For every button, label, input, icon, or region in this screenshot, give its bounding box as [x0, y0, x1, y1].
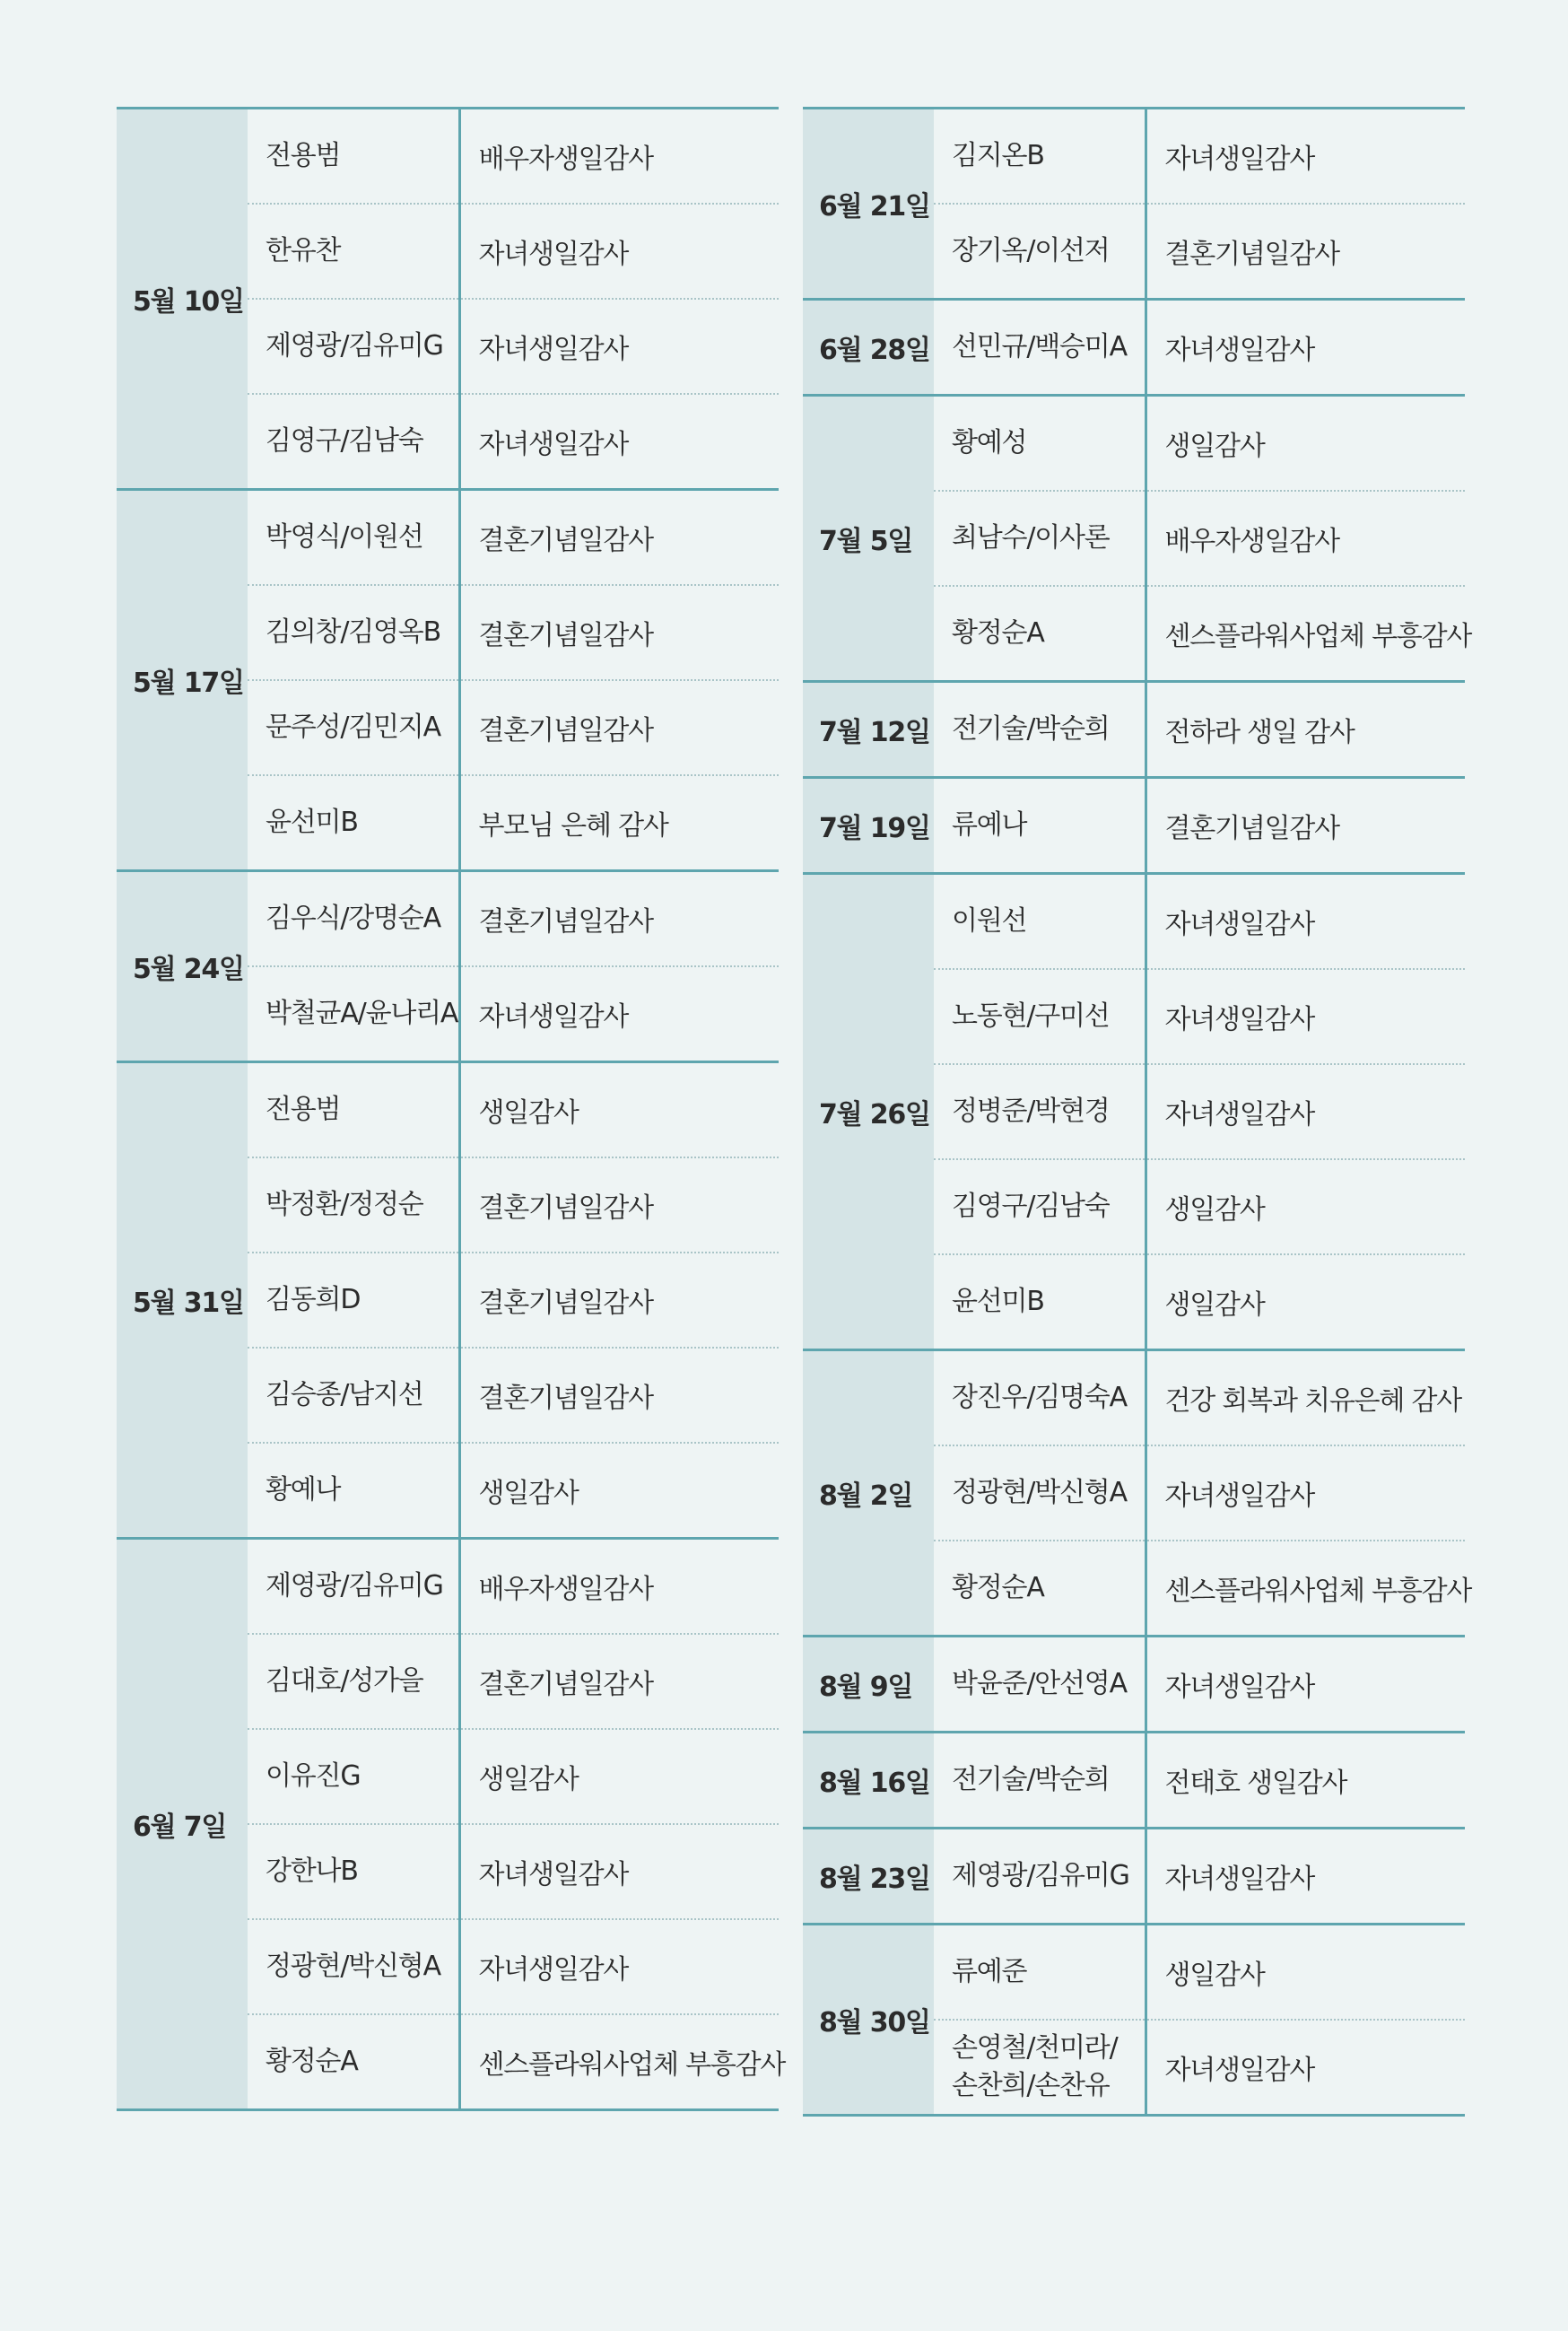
- date-cell: 6월 21일: [803, 109, 934, 300]
- name-cell: 박영식/이원선: [248, 490, 459, 586]
- note-cell: 생일감사: [459, 1062, 779, 1158]
- name-cell: 이원선: [934, 874, 1146, 970]
- note-cell: 배우자생일감사: [1146, 491, 1465, 586]
- note-cell: 자녀생일감사: [1146, 874, 1465, 970]
- name-cell: 문주성/김민지A: [248, 680, 459, 775]
- name-cell: 전용범: [248, 109, 459, 205]
- note-cell: 결혼기념일감사: [1146, 204, 1465, 300]
- date-cell: 5월 24일: [117, 871, 248, 1062]
- name-cell: 전기술/박순희: [934, 1733, 1146, 1829]
- note-cell: 결혼기념일감사: [459, 1253, 779, 1348]
- date-cell: 8월 16일: [803, 1733, 934, 1829]
- thanksgiving-table-left: [117, 107, 786, 2111]
- table-row: [117, 490, 779, 586]
- note-cell: 자녀생일감사: [1146, 1637, 1465, 1733]
- name-cell: 정병준/박현경: [934, 1064, 1146, 1159]
- date-cell: 6월 7일: [117, 1539, 248, 2110]
- name-cell: 윤선미B: [248, 775, 459, 871]
- name-cell: 전용범: [248, 1062, 459, 1158]
- note-cell: 결혼기념일감사: [459, 1348, 779, 1443]
- name-cell: 김지온B: [934, 109, 1146, 205]
- name-cell: 황예나: [248, 1443, 459, 1539]
- note-cell: 생일감사: [1146, 1159, 1465, 1254]
- name-cell: 정광현/박신형A: [934, 1445, 1146, 1541]
- note-cell: 자녀생일감사: [1146, 2020, 1465, 2116]
- note-cell: 자녀생일감사: [1146, 1064, 1465, 1159]
- date-cell: 7월 19일: [803, 778, 934, 874]
- name-cell: 황정순A: [248, 2014, 459, 2110]
- name-cell: 강한나B: [248, 1824, 459, 1919]
- note-cell: 결혼기념일감사: [459, 1634, 779, 1729]
- note-cell: 생일감사: [459, 1729, 779, 1824]
- note-cell: 결혼기념일감사: [459, 871, 779, 967]
- name-cell: 김의창/김영옥B: [248, 585, 459, 680]
- note-cell: 자녀생일감사: [459, 1824, 779, 1919]
- note-cell: 생일감사: [1146, 396, 1465, 492]
- name-cell: 김대호/성가을: [248, 1634, 459, 1729]
- name-cell: 노동현/구미선: [934, 969, 1146, 1064]
- table-row: [803, 396, 1465, 492]
- note-cell: 센스플라워사업체 부흥감사: [459, 2014, 779, 2110]
- name-cell: 선민규/백승미A: [934, 300, 1146, 396]
- name-cell: 이유진G: [248, 1729, 459, 1824]
- date-cell: 8월 2일: [803, 1350, 934, 1637]
- name-cell: 류예준: [934, 1925, 1146, 2021]
- note-cell: 결혼기념일감사: [459, 490, 779, 586]
- table-row: [803, 1925, 1465, 2021]
- name-cell: 황정순A: [934, 586, 1146, 682]
- note-cell: 전하라 생일 감사: [1146, 682, 1465, 778]
- note-cell: 결혼기념일감사: [459, 1157, 779, 1253]
- note-cell: 배우자생일감사: [459, 109, 779, 205]
- name-cell: 김영구/김남숙: [934, 1159, 1146, 1254]
- name-cell: 장기옥/이선저: [934, 204, 1146, 300]
- note-cell: 센스플라워사업체 부흥감사: [1146, 586, 1465, 682]
- date-cell: 5월 17일: [117, 490, 248, 871]
- name-cell: 김우식/강명순A: [248, 871, 459, 967]
- note-cell: 부모님 은혜 감사: [459, 775, 779, 871]
- date-cell: 8월 23일: [803, 1829, 934, 1925]
- note-cell: 결혼기념일감사: [1146, 778, 1465, 874]
- table-row: [803, 1350, 1465, 1446]
- note-cell: 자녀생일감사: [459, 1919, 779, 2014]
- table-body: [117, 109, 786, 2110]
- table-row: [803, 1637, 1465, 1733]
- note-cell: 생일감사: [1146, 1925, 1465, 2021]
- note-cell: 자녀생일감사: [459, 966, 779, 1062]
- note-cell: 생일감사: [1146, 1254, 1465, 1350]
- note-cell: 자녀생일감사: [459, 204, 779, 299]
- note-cell: 결혼기념일감사: [459, 680, 779, 775]
- table-row: [803, 1829, 1465, 1925]
- name-cell: 박윤준/안선영A: [934, 1637, 1146, 1733]
- name-cell: 전기술/박순희: [934, 682, 1146, 778]
- table-body: [803, 109, 1472, 2116]
- table-row: [803, 682, 1465, 778]
- name-cell: 김동희D: [248, 1253, 459, 1348]
- table-row: [803, 109, 1465, 205]
- thanksgiving-table-right: [803, 107, 1472, 2117]
- name-cell: 윤선미B: [934, 1254, 1146, 1350]
- name-cell: 손영철/천미라/ 손찬희/손찬유: [934, 2020, 1146, 2116]
- date-cell: 6월 28일: [803, 300, 934, 396]
- note-cell: 자녀생일감사: [1146, 300, 1465, 396]
- note-cell: 자녀생일감사: [459, 394, 779, 490]
- name-cell: 제영광/김유미G: [934, 1829, 1146, 1925]
- name-cell: 한유찬: [248, 204, 459, 299]
- table-row: [117, 109, 779, 205]
- note-cell: 자녀생일감사: [1146, 1829, 1465, 1925]
- table-row: [803, 778, 1465, 874]
- date-cell: 8월 30일: [803, 1925, 934, 2116]
- note-cell: 결혼기념일감사: [459, 585, 779, 680]
- table-row: [117, 1062, 779, 1158]
- note-cell: 자녀생일감사: [1146, 1445, 1465, 1541]
- name-cell: 김승종/남지선: [248, 1348, 459, 1443]
- date-cell: 7월 26일: [803, 874, 934, 1350]
- note-cell: 전태호 생일감사: [1146, 1733, 1465, 1829]
- name-cell: 박정환/정정순: [248, 1157, 459, 1253]
- name-cell: 장진우/김명숙A: [934, 1350, 1146, 1446]
- name-cell: 박철균A/윤나리A: [248, 966, 459, 1062]
- name-cell: 류예나: [934, 778, 1146, 874]
- date-cell: 7월 12일: [803, 682, 934, 778]
- date-cell: 5월 31일: [117, 1062, 248, 1539]
- date-cell: 8월 9일: [803, 1637, 934, 1733]
- note-cell: 생일감사: [459, 1443, 779, 1539]
- table-row: [117, 1539, 779, 1635]
- note-cell: 자녀생일감사: [459, 299, 779, 394]
- note-cell: 자녀생일감사: [1146, 969, 1465, 1064]
- note-cell: 센스플라워사업체 부흥감사: [1146, 1541, 1465, 1637]
- name-cell: 제영광/김유미G: [248, 1539, 459, 1635]
- table-row: [117, 871, 779, 967]
- date-cell: 7월 5일: [803, 396, 934, 682]
- note-cell: 배우자생일감사: [459, 1539, 779, 1635]
- name-cell: 제영광/김유미G: [248, 299, 459, 394]
- name-cell: 김영구/김남숙: [248, 394, 459, 490]
- table-row: [803, 1733, 1465, 1829]
- name-cell: 최남수/이사론: [934, 491, 1146, 586]
- name-cell: 황예성: [934, 396, 1146, 492]
- table-row: [803, 300, 1465, 396]
- table-row: [803, 874, 1465, 970]
- note-cell: 건강 회복과 치유은혜 감사: [1146, 1350, 1465, 1446]
- name-cell: 정광현/박신형A: [248, 1919, 459, 2014]
- date-cell: 5월 10일: [117, 109, 248, 490]
- note-cell: 자녀생일감사: [1146, 109, 1465, 205]
- name-cell: 황정순A: [934, 1541, 1146, 1637]
